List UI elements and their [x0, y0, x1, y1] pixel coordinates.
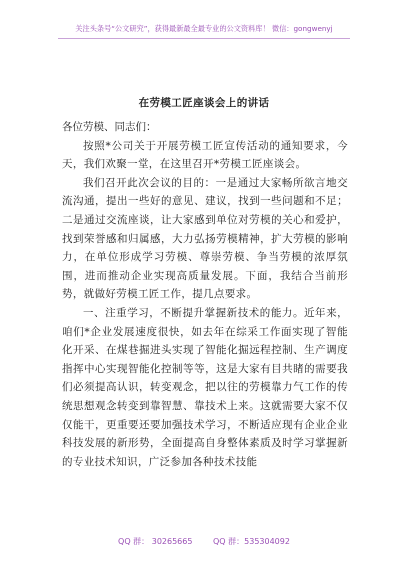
footer-contact — [0, 536, 408, 547]
paragraph-2: 我们召开此次会议的目的：一是通过大家畅所欲言地交流沟通，提出一些好的意见、建议，找到一些问题和不足；二是通过交流座谈，让大家感到单位对劳模的关心和爱护，找到荣誉感和归属感，大力弘扬劳模精神，扩大劳模的影响力，在单位形成学习劳模、尊崇劳模、争当劳模的浓厚氛围，进而推动企业实现高质量发展。下面，我结合当前形势，就做好劳模工匠工作，提几点要求。 — [62, 176, 348, 301]
footer-qq-group-2: QQ 群：535304092 — [213, 537, 290, 546]
salutation: 各位劳模、同志们： — [62, 121, 157, 133]
header-divider — [58, 38, 350, 39]
footer-qq-group-1: QQ 群： 30265665 — [118, 537, 193, 546]
document-title: 在劳模工匠座谈会上的讲话 — [138, 97, 270, 109]
document-body — [62, 118, 348, 471]
paragraph-1: 按照*公司关于开展劳模工匠宣传活动的通知要求，今天，我们欢聚一堂，在这里召开*劳模工匠座谈会。 — [62, 139, 348, 171]
paragraph-3: 一、注重学习，不断提升掌握新技术的能力。近年来，咱们*企业发展速度很快，如去年在综采工作面实现了智能化开采、在煤巷掘进头实现了智能化掘远程控制、生产调度指挥中心实现智能化控制等等，这是大家有目共睹的需要我们必须提高认识，转变观念，把以往的劳模靠力气工作的传统思想观念转变到靠智慧、靠技术上来。这就需要大家不仅仅能干，更重要还要加强技术学习，不断适应现有企业企业科技发展的新形势，全面提高自身整体素质及时学习掌握新的专业技术知识，广泛参加各种技术技能 — [62, 306, 348, 468]
header-banner: 关注头条号“公文研究”，获得最新最全最专业的公文资料库！ 微信：gongwenyj — [75, 24, 333, 33]
